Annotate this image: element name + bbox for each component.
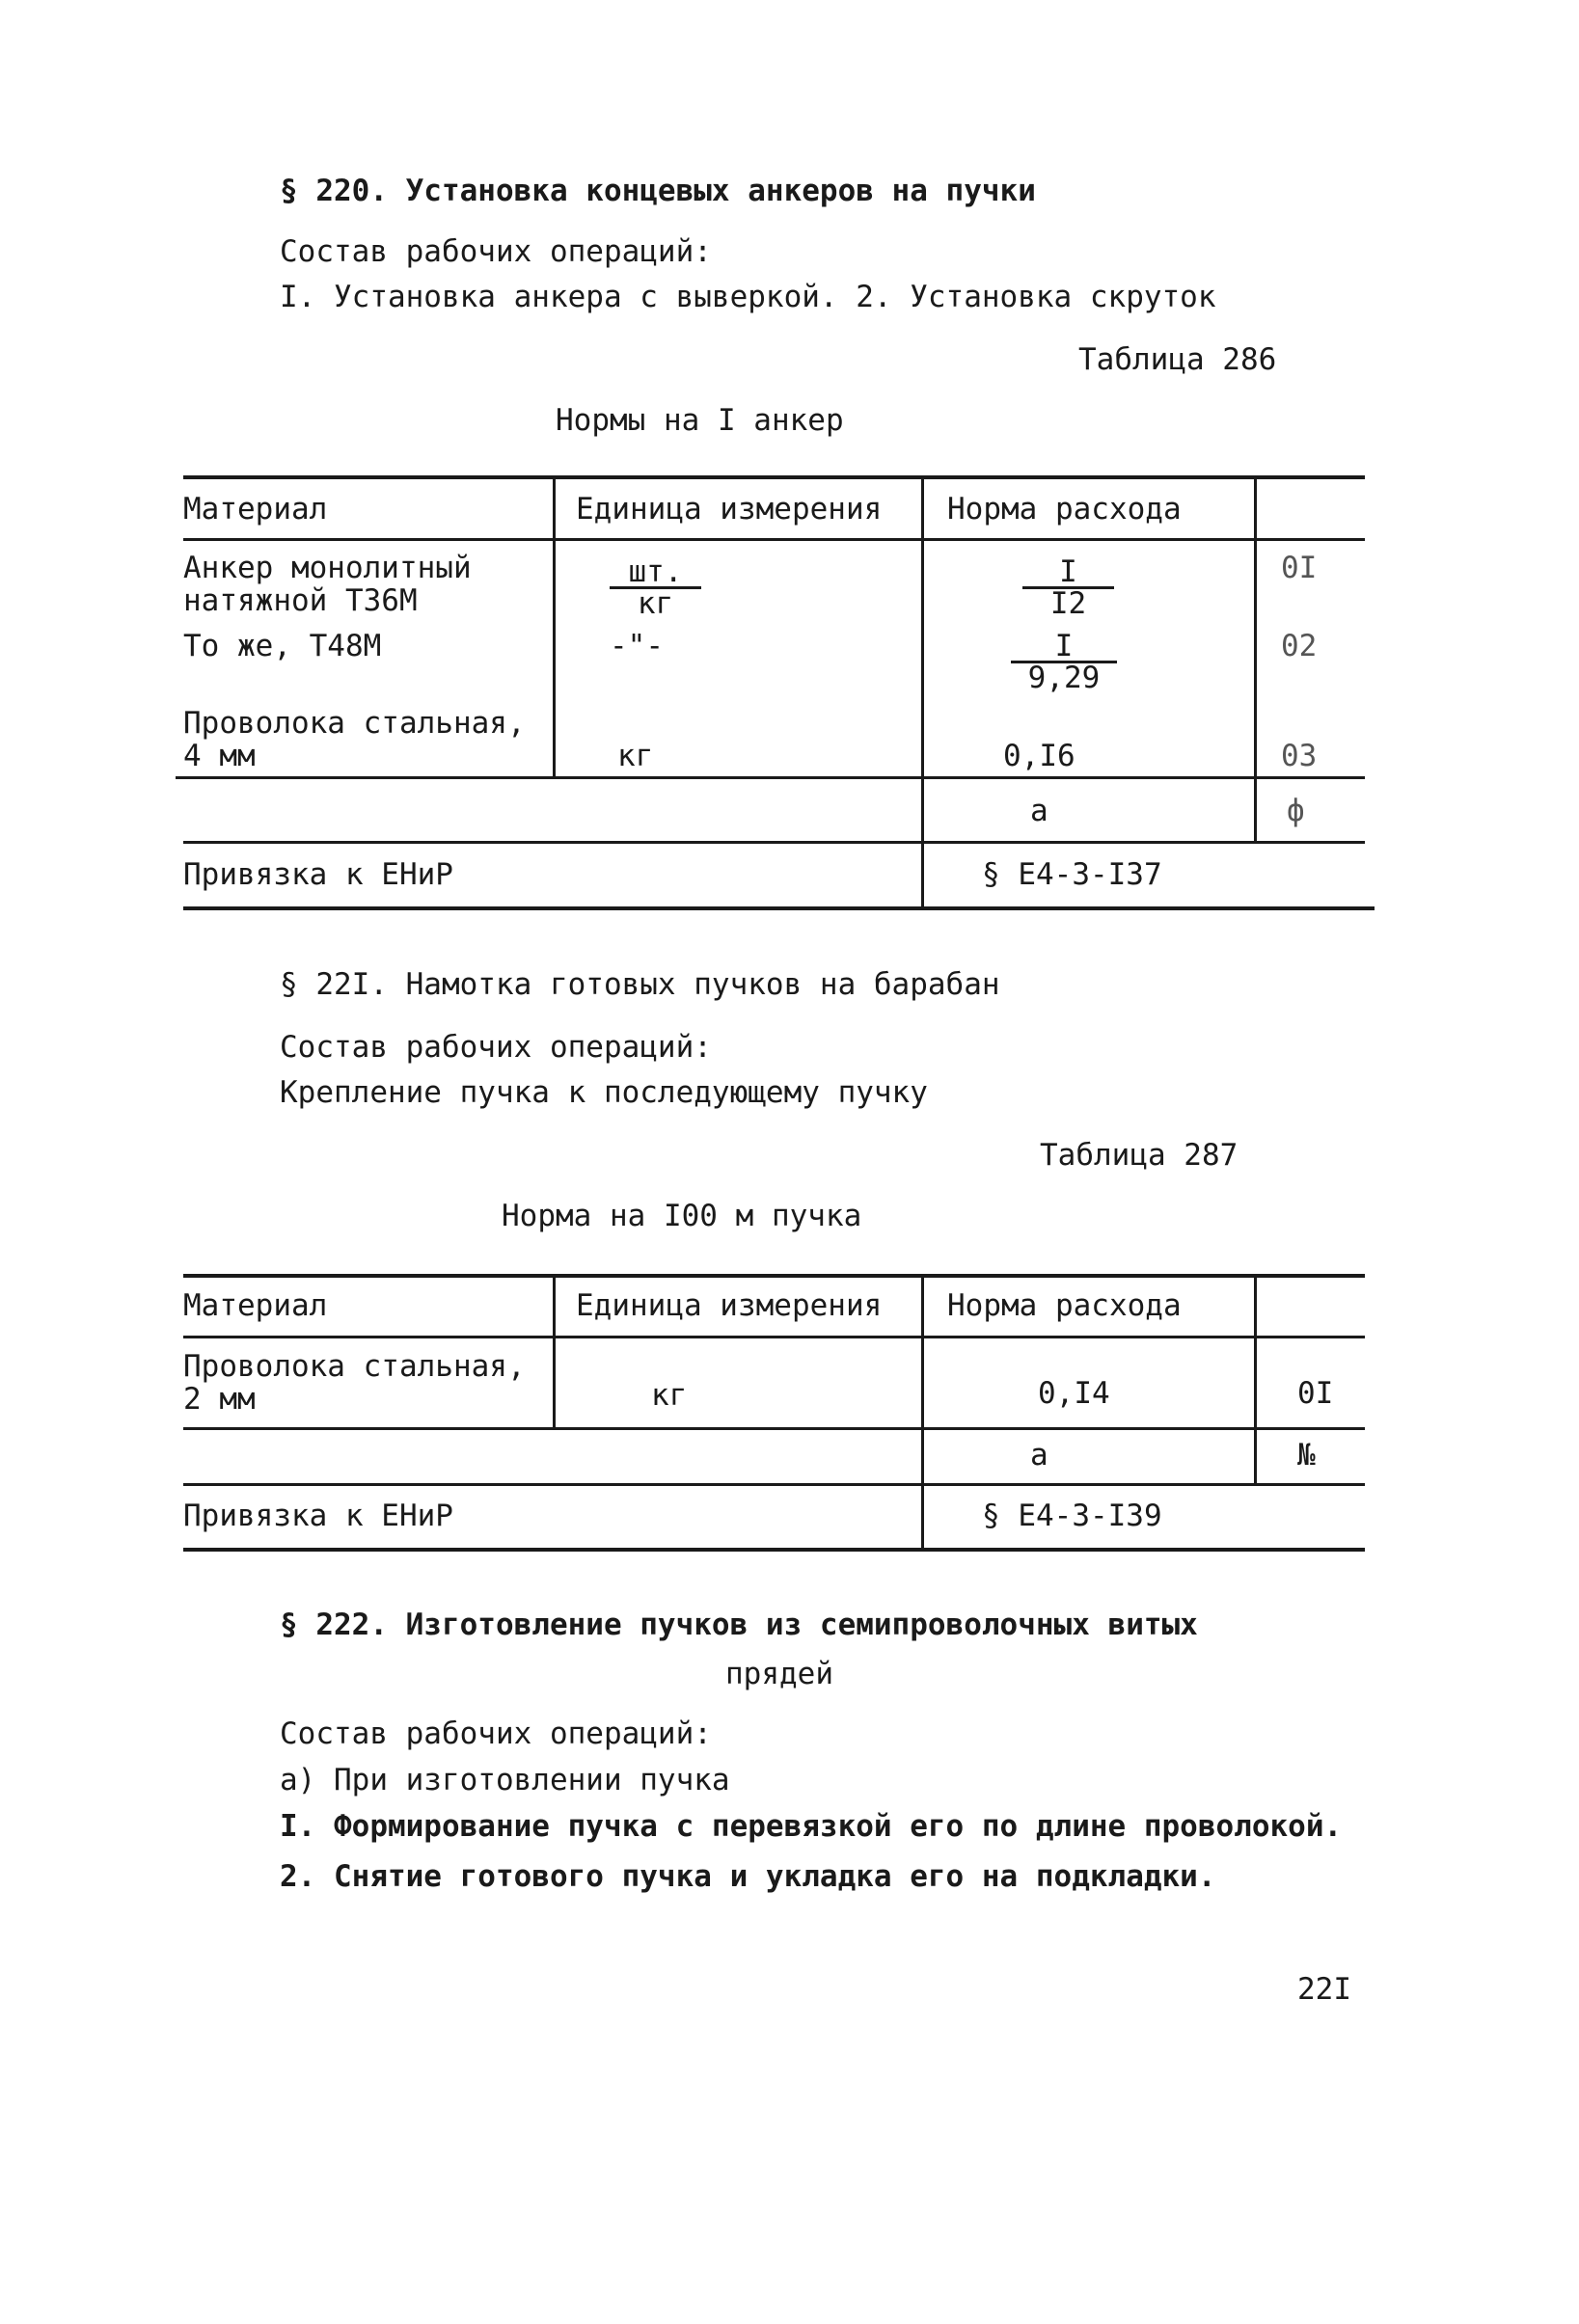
- section-222-op1: I. Формирование пучка с перевязкой его по длине проволокой.: [280, 1809, 1343, 1844]
- section-222-ops-label: Состав рабочих операций:: [280, 1716, 712, 1751]
- table-286-row2-norm-num: I: [1011, 632, 1117, 663]
- table-287-number: Таблица 287: [1040, 1138, 1239, 1173]
- table-286-row2-norm: [1011, 629, 1117, 695]
- table-286-row1-unit-num: шт.: [610, 557, 701, 589]
- section-221-title: § 22I. Намотка готовых пучков на барабан: [280, 967, 1000, 1002]
- table-286-row1-norm-den: I2: [1049, 586, 1087, 621]
- table-286-row2-code: 02: [1281, 629, 1318, 663]
- table-286-col-label: а: [1030, 794, 1048, 828]
- table-286-header-material: Материал: [183, 492, 328, 527]
- table-286-row3-unit: кг: [617, 739, 654, 773]
- table-286-number: Таблица 286: [1078, 342, 1277, 377]
- table-286-row3-code: 03: [1281, 739, 1318, 773]
- table-286-row3-material-line1: Проволока стальная,: [183, 706, 526, 741]
- table-287-row1-material-line1: Проволока стальная,: [183, 1349, 526, 1384]
- table-286-row2-material: То же, Т48М: [183, 629, 382, 663]
- table-286-row1-norm: [1022, 554, 1114, 621]
- table-286-row1-unit-den: кг: [637, 586, 674, 621]
- table-287-header-material: Материал: [183, 1288, 328, 1323]
- section-222-sub-a: а) При изготовлении пучка: [280, 1763, 730, 1797]
- table-286-binding-label: Привязка к ЕНиР: [183, 857, 453, 892]
- section-221-ops-label: Состав рабочих операций:: [280, 1030, 712, 1065]
- section-220-ops-label: Состав рабочих операций:: [280, 234, 712, 269]
- table-286-row2-norm-den: 9,29: [1027, 661, 1101, 695]
- section-222-title-line2: прядей: [725, 1657, 833, 1691]
- table-286-row2-unit: -"-: [610, 629, 664, 663]
- table-286-caption: Нормы на I анкер: [556, 403, 844, 438]
- table-287-row1-norm: 0,I4: [1038, 1376, 1110, 1411]
- table-286-binding-value: § Е4-3-I37: [982, 857, 1162, 892]
- section-222-title-line1: § 222. Изготовление пучков из семипроволочных витых: [280, 1608, 1198, 1642]
- table-287-row1-unit: кг: [651, 1378, 688, 1413]
- section-220-title: § 220. Установка концевых анкеров на пучки: [280, 174, 1036, 208]
- table-286-row1-unit: [610, 554, 701, 621]
- table-287-binding-label: Привязка к ЕНиР: [183, 1499, 453, 1533]
- table-286-row1-material-line1: Анкер монолитный: [183, 551, 472, 585]
- table-286-row3-material-line2: 4 мм: [183, 739, 256, 773]
- table-287-header-unit: Единица измерения: [576, 1288, 883, 1323]
- section-221-ops: Крепление пучка к последующему пучку: [280, 1075, 928, 1110]
- table-286-row1-material-line2: натяжной Т36М: [183, 583, 418, 618]
- table-286-row1-norm-num: I: [1022, 557, 1114, 589]
- table-287-header-norm: Норма расхода: [947, 1288, 1182, 1323]
- table-286-col-code: ф: [1287, 794, 1305, 828]
- table-286-header-norm: Норма расхода: [947, 492, 1182, 527]
- table-287-row1-code: 0I: [1297, 1376, 1334, 1411]
- table-286-row3-norm: 0,I6: [1003, 739, 1075, 773]
- table-287-row1-material-line2: 2 мм: [183, 1382, 256, 1417]
- table-287-caption: Норма на I00 м пучка: [502, 1199, 862, 1233]
- section-220-ops: I. Установка анкера с выверкой. 2. Установка скруток: [280, 280, 1216, 314]
- table-286-row1-code: 0I: [1281, 551, 1318, 585]
- table-287-binding-value: § Е4-3-I39: [982, 1499, 1162, 1533]
- table-287-col-code: №: [1297, 1438, 1316, 1473]
- section-222-op2: 2. Снятие готового пучка и укладка его на подкладки.: [280, 1859, 1216, 1894]
- page-number: 22I: [1297, 1972, 1351, 2007]
- table-287-col-label: а: [1030, 1438, 1048, 1473]
- table-286-header-unit: Единица измерения: [576, 492, 883, 527]
